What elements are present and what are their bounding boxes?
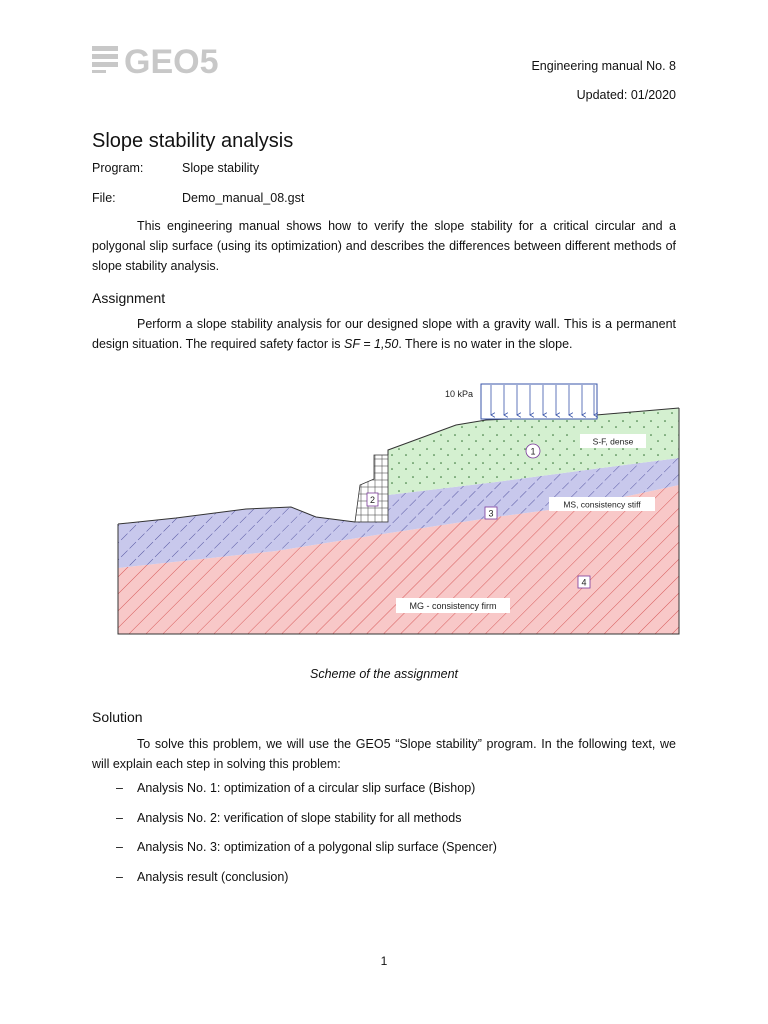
list-item: – Analysis result (conclusion)	[116, 869, 289, 884]
program-label: Program:	[92, 161, 144, 175]
file-value: Demo_manual_08.gst	[182, 191, 305, 205]
list-item: – Analysis No. 3: optimization of a polygonal slip surface (Spencer)	[116, 840, 497, 854]
svg-text:3: 3	[488, 508, 494, 519]
soil-label-3	[549, 497, 655, 511]
assignment-text-after: . There is no water in the slope.	[398, 337, 573, 351]
svg-text:2: 2	[369, 495, 376, 505]
safety-factor: SF = 1,50	[344, 337, 399, 351]
manual-number: Engineering manual No. 8	[531, 59, 676, 73]
program-row	[92, 161, 259, 175]
svg-text:MG - consistency firm: MG - consistency firm	[409, 601, 497, 611]
gravity-wall	[355, 455, 388, 522]
logo-mark-icon	[92, 46, 118, 73]
page-title: Slope stability analysis	[92, 130, 294, 152]
soil-label-1	[580, 434, 646, 448]
file-row	[92, 191, 304, 205]
updated-date: Updated: 01/2020	[576, 88, 676, 102]
soil-number-2	[367, 493, 378, 506]
svg-text:MS, consistency stiff: MS, consistency stiff	[563, 499, 641, 510]
soil-number-4	[578, 576, 590, 588]
page-number: 1	[380, 954, 388, 968]
list-bullet: –	[116, 810, 123, 825]
list-item: – Analysis No. 2: verification of slope stability for all methods	[116, 810, 462, 825]
list-item: – Analysis No. 1: optimization of a circular slip surface (Bishop)	[116, 781, 476, 795]
analysis-list	[92, 781, 676, 899]
soil-number-1	[526, 444, 540, 458]
assignment-heading: Assignment	[92, 290, 166, 306]
solution-paragraph: To solve this problem, we will use the GEO5 “Slope stability” program. In the following text, we will explain each step in solving this problem:	[92, 737, 676, 771]
soil-number-3	[485, 507, 497, 519]
list-bullet: –	[116, 840, 123, 854]
svg-text:1: 1	[530, 446, 536, 457]
figure-caption: Scheme of the assignment	[310, 667, 458, 681]
assignment-scheme	[116, 375, 682, 637]
surcharge-load	[445, 384, 597, 419]
assignment-text-before: Perform a slope stability analysis for our designed slope with a gravity wall. This is a permanent design situation. The required safety factor is	[92, 317, 676, 351]
list-bullet: –	[116, 869, 123, 884]
program-value: Slope stability	[182, 161, 260, 175]
geo5-logo	[92, 40, 232, 80]
list-bullet: –	[116, 781, 123, 795]
load-label: 10 kPa	[445, 389, 474, 399]
svg-text:S-F, dense: S-F, dense	[592, 436, 634, 447]
file-label: File:	[92, 191, 116, 205]
logo-text: GEO5	[124, 43, 219, 80]
solution-heading: Solution	[92, 709, 143, 725]
svg-text:4: 4	[581, 577, 587, 588]
soil-label-4	[396, 598, 510, 613]
intro-paragraph: This engineering manual shows how to verify the slope stability for a critical circular and a polygonal slip surface (using its optimization) and describes the differences between different methods of slope stability analysis.	[92, 219, 676, 273]
assignment-paragraph	[92, 314, 676, 354]
